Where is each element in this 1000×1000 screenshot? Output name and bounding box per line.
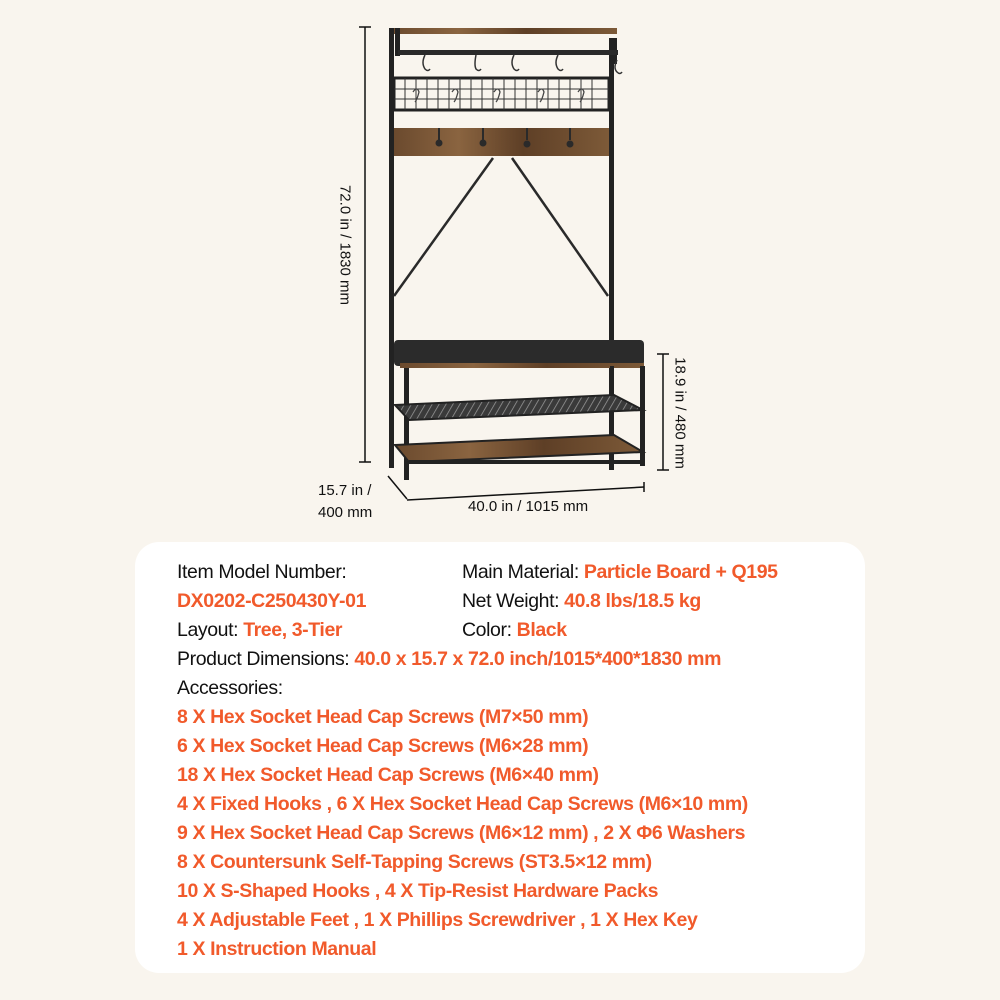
depth-dimension-label <box>318 480 372 524</box>
accessories-label: Accessories: <box>177 677 283 699</box>
accessory-item: 6 X Hex Socket Head Cap Screws (M6×28 mm) <box>177 735 589 757</box>
accessory-item: 18 X Hex Socket Head Cap Screws (M6×40 mm) <box>177 764 599 786</box>
dimensions-spec: Product Dimensions: 40.0 x 15.7 x 72.0 inch/1015*400*1830 mm <box>177 648 722 670</box>
accessory-item: 8 X Countersunk Self-Tapping Screws (ST3.5×12 mm) <box>177 851 652 873</box>
width-dimension-label: 40.0 in / 1015 mm <box>468 498 589 515</box>
model-number-value: DX0202-C250430Y-01 <box>177 590 367 612</box>
weight-spec: Net Weight: 40.8 lbs/18.5 kg <box>462 590 701 612</box>
accessory-item: 1 X Instruction Manual <box>177 938 377 960</box>
model-number-label: Item Model Number: <box>177 561 347 583</box>
depth-line-2: 400 mm <box>318 504 373 521</box>
specifications-card <box>135 542 865 973</box>
depth-line-1: 15.7 in / <box>318 482 372 499</box>
material-spec: Main Material: Particle Board + Q195 <box>462 561 778 583</box>
accessory-item: 10 X S-Shaped Hooks , 4 X Tip-Resist Hardware Packs <box>177 880 659 902</box>
bench-height-dimension-label: 18.9 in / 480 mm <box>671 357 689 469</box>
accessory-item: 4 X Adjustable Feet , 1 X Phillips Screwdriver , 1 X Hex Key <box>177 909 698 931</box>
accessory-item: 4 X Fixed Hooks , 6 X Hex Socket Head Cap Screws (M6×10 mm) <box>177 793 748 815</box>
height-dimension-line <box>359 27 371 462</box>
color-spec: Color: Black <box>462 619 567 641</box>
layout-spec: Layout: Tree, 3-Tier <box>177 619 343 641</box>
accessory-item: 9 X Hex Socket Head Cap Screws (M6×12 mm) , 2 X Φ6 Washers <box>177 822 746 844</box>
accessory-item: 8 X Hex Socket Head Cap Screws (M7×50 mm) <box>177 706 589 728</box>
bench-height-dimension-line <box>657 354 669 470</box>
height-dimension-label: 72.0 in / 1830 mm <box>336 184 354 306</box>
